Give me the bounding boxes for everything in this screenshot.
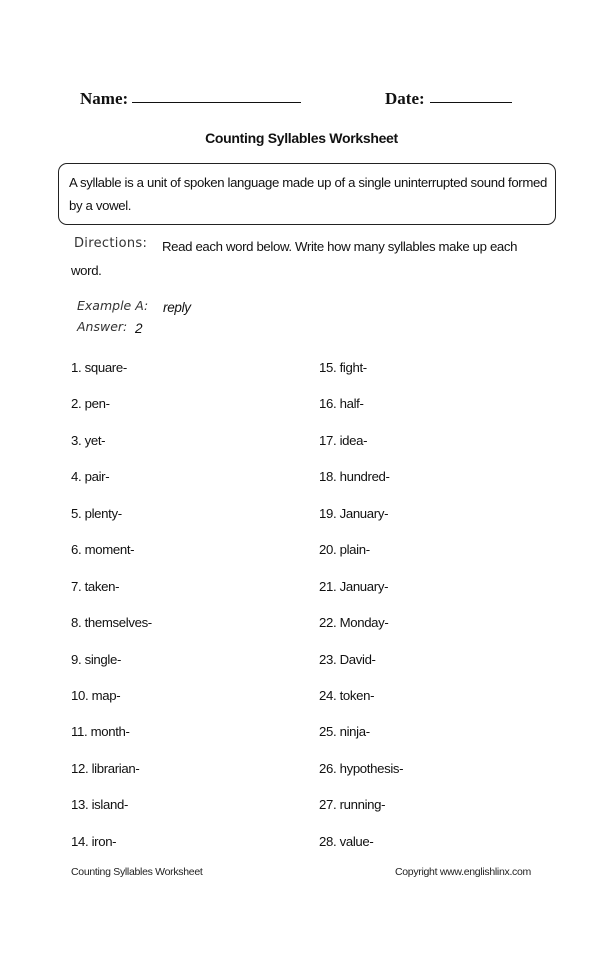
- list-item: 16. half-: [319, 396, 364, 411]
- list-item: 28. value-: [319, 834, 374, 849]
- list-item: 25. ninja-: [319, 724, 370, 739]
- list-item: 26. hypothesis-: [319, 761, 404, 776]
- list-item: 12. librarian-: [71, 761, 140, 776]
- answer-label: Answer:: [77, 319, 128, 334]
- list-item: 5. plenty-: [71, 506, 122, 521]
- list-item: 18. hundred-: [319, 469, 390, 484]
- list-item: 19. January-: [319, 506, 389, 521]
- list-item: 21. January-: [319, 579, 389, 594]
- list-item: 17. idea-: [319, 433, 368, 448]
- list-item: 3. yet-: [71, 433, 106, 448]
- example-word: reply: [163, 300, 191, 315]
- list-item: 10. map-: [71, 688, 121, 703]
- list-item: 20. plain-: [319, 542, 370, 557]
- definition-text: A syllable is a unit of spoken language made up of a single uninterrupted sound formed by a vowel.: [69, 175, 547, 213]
- directions-label: Directions:: [74, 236, 148, 251]
- definition-box: [58, 163, 556, 225]
- directions-text-continued: word.: [71, 263, 102, 278]
- date-label: Date:: [385, 89, 425, 108]
- list-item: 14. iron-: [71, 834, 117, 849]
- list-item: 11. month-: [71, 724, 130, 739]
- list-item: 13. island-: [71, 797, 128, 812]
- list-item: 22. Monday-: [319, 615, 389, 630]
- list-item: 4. pair-: [71, 469, 110, 484]
- name-field-line[interactable]: [132, 102, 301, 103]
- list-item: 9. single-: [71, 652, 122, 667]
- footer-copyright: Copyright www.englishlinx.com: [394, 866, 531, 878]
- list-item: 23. David-: [319, 652, 376, 667]
- list-item: 1. square-: [71, 360, 127, 375]
- name-label: Name:: [80, 89, 129, 108]
- list-item: 2. pen-: [71, 396, 110, 411]
- example-answer: 2: [135, 321, 143, 336]
- list-item: 24. token-: [319, 688, 375, 703]
- list-item: 27. running-: [319, 797, 386, 812]
- list-item: 15. fight-: [319, 360, 367, 375]
- list-item: 6. moment-: [71, 542, 135, 557]
- list-item: 8. themselves-: [71, 615, 152, 630]
- list-item: 7. taken-: [71, 579, 120, 594]
- example-label: Example A:: [77, 298, 149, 313]
- directions-text: Read each word below. Write how many syllables make up each: [162, 239, 518, 254]
- worksheet-title: Counting Syllables Worksheet: [205, 130, 398, 146]
- date-field-line[interactable]: [430, 102, 512, 103]
- footer-title: Counting Syllables Worksheet: [71, 866, 203, 878]
